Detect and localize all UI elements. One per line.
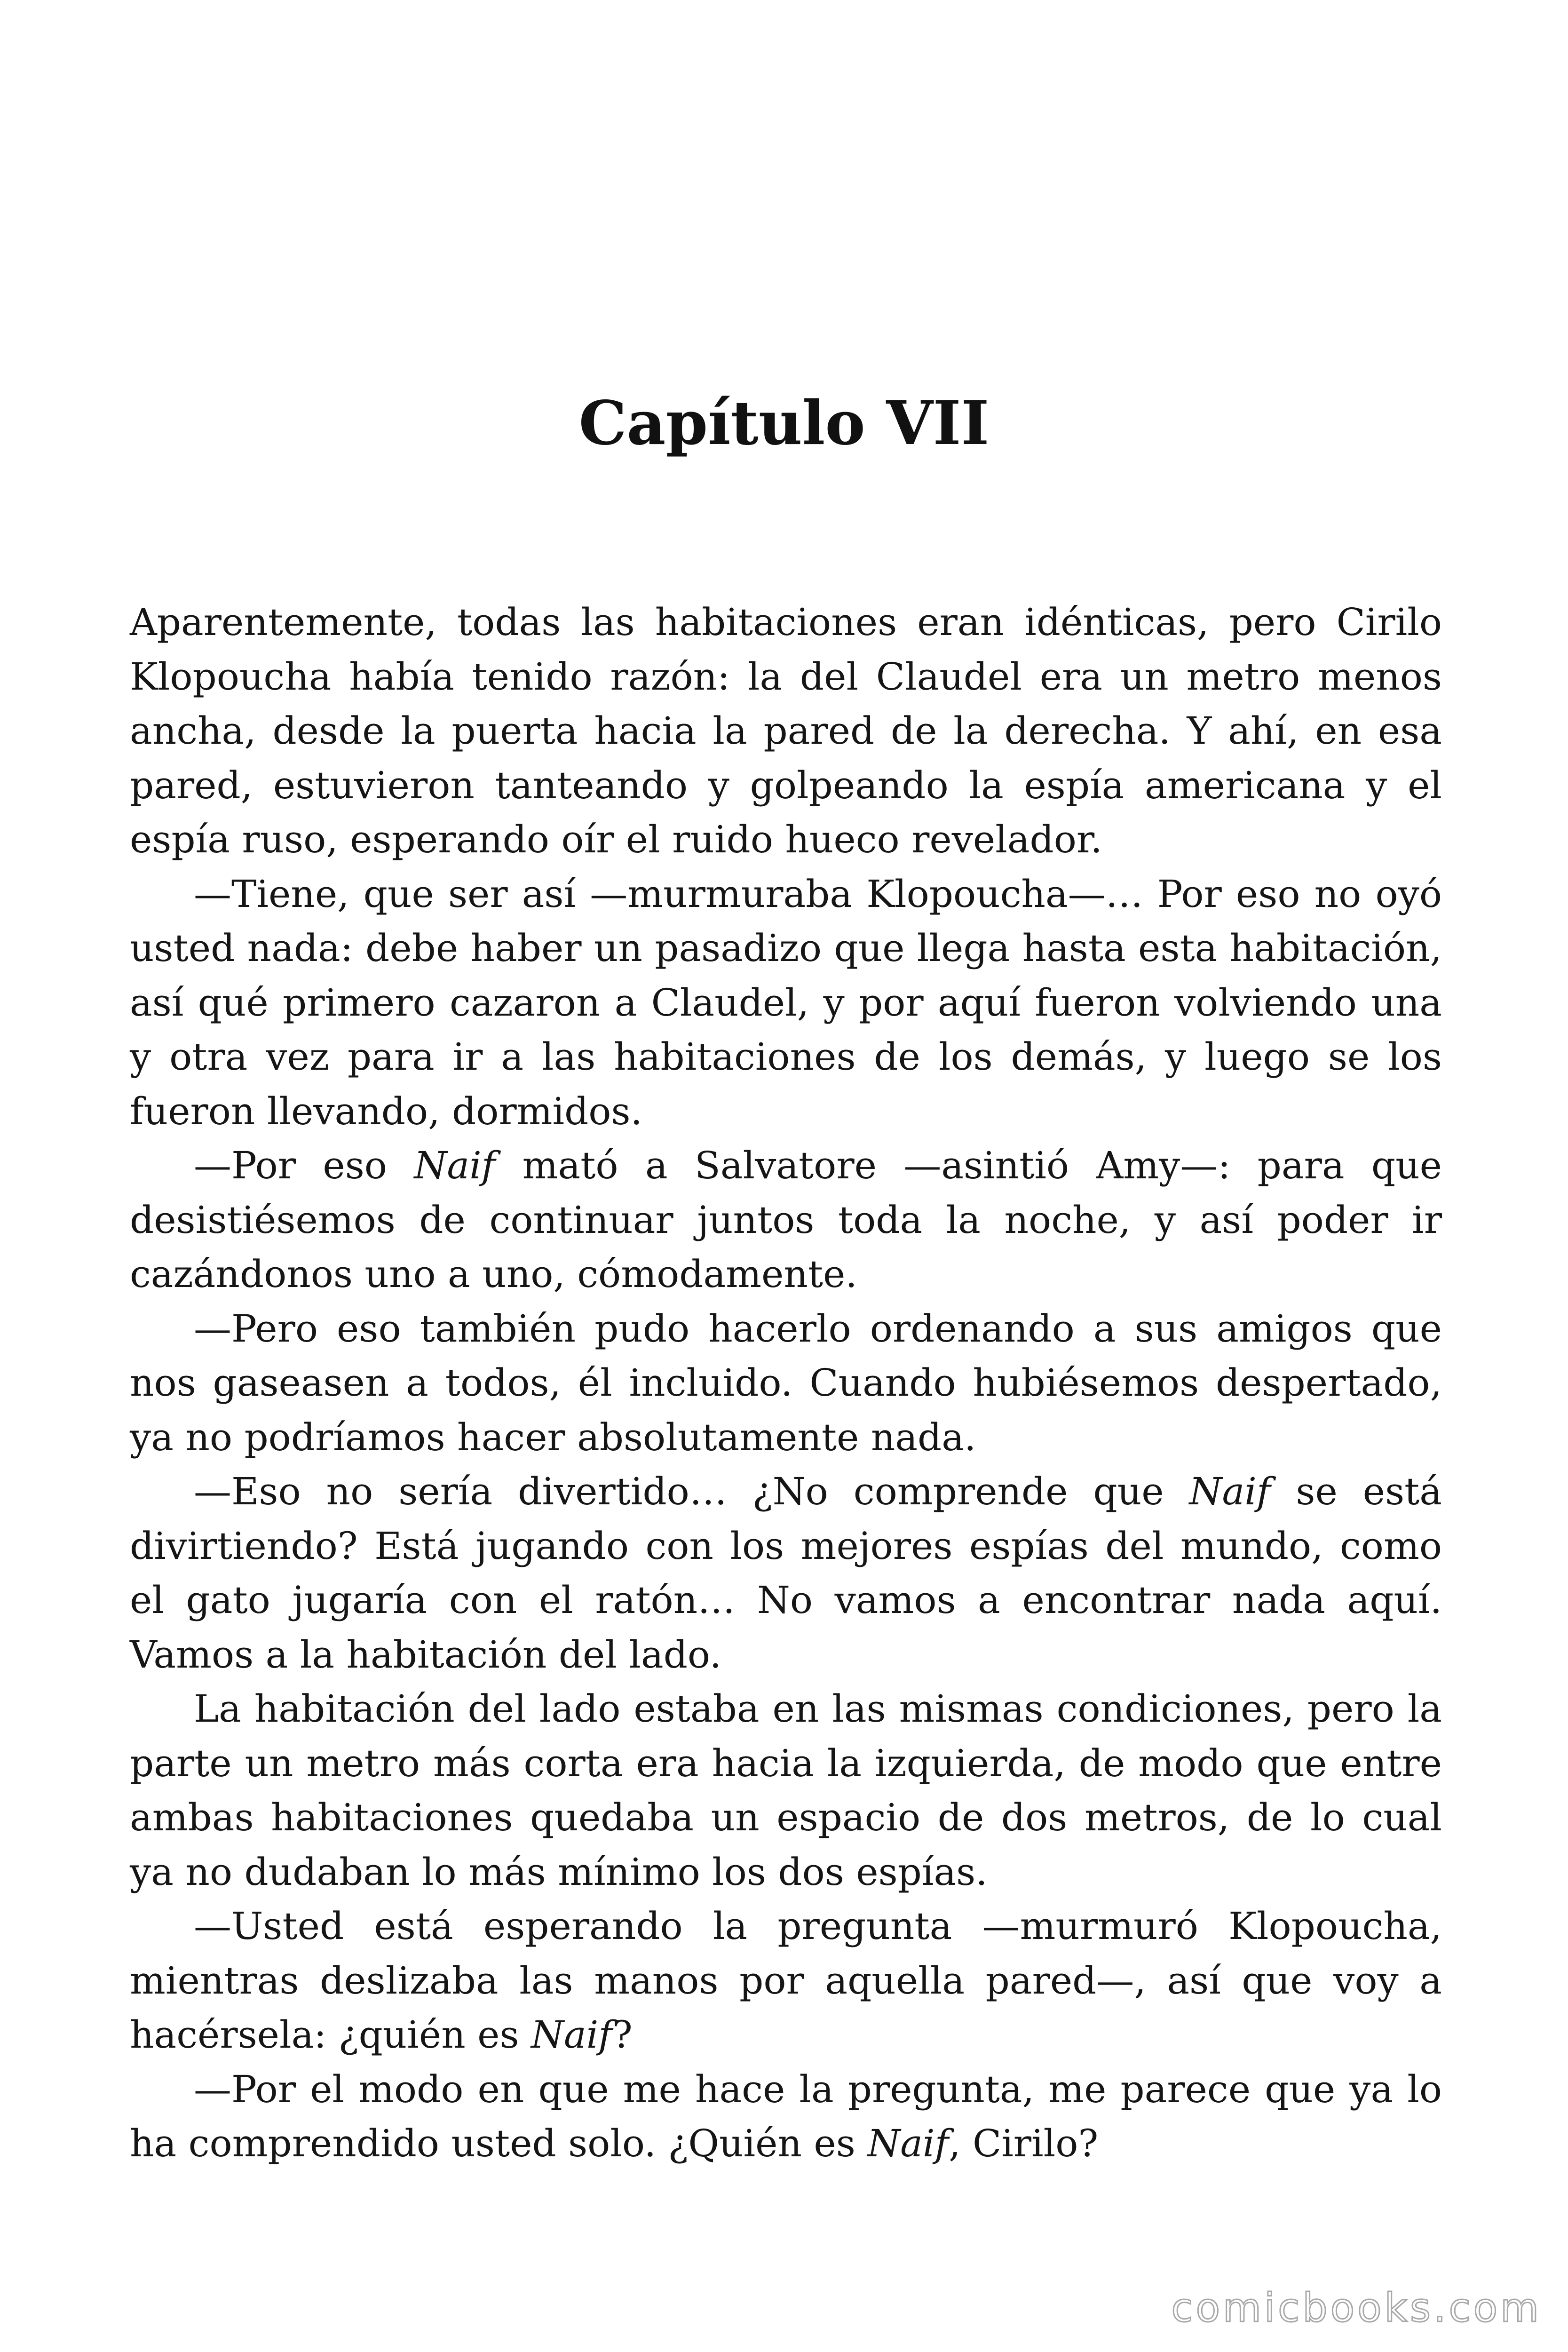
paragraph [130, 1899, 1442, 2062]
chapter-title: Capítulo VII [578, 388, 990, 459]
paragraph [130, 1138, 1442, 1302]
paragraph-text: —Usted está esperando la pregunta —murmuró Klopoucha, mientras deslizaba las manos por aquella pared—, así que voy a hacérsela: ¿quién es [130, 1904, 1442, 2057]
paragraph [130, 2062, 1442, 2171]
paragraph [130, 867, 1442, 1139]
paragraph-text: —Por el modo en que me hace la pregunta, me parece que ya lo ha comprendido usted solo. ¿Quién es [130, 2067, 1442, 2165]
italic-text: Naif [414, 1144, 496, 1187]
paragraph [130, 1302, 1442, 1465]
chapter-body [130, 595, 1442, 2171]
paragraph-text: se está divirtiendo? Está jugando con los mejores espías del mundo, como el gato jugaría con el ratón… No vamos a encontrar nada aquí. Vamos a la habitación del lado. [130, 1470, 1442, 1677]
paragraph-text: —Por eso [194, 1144, 414, 1187]
paragraph [130, 1464, 1442, 1682]
italic-text: Naif [1189, 1470, 1271, 1513]
paragraph-text: —Eso no sería divertido… ¿No comprende que [194, 1470, 1189, 1513]
italic-text: Naif [531, 2013, 612, 2057]
paragraph-text: Aparentemente, todas las habitaciones eran idénticas, pero Cirilo Klopoucha había tenido razón: la del Claudel era un metro menos ancha, desde la puerta hacia la pared de la derecha. Y ahí, en esa pared, estuvieron tanteando y golpeando la espía americana y el espía ruso, esperando oír el ruido hueco revelador. [130, 600, 1442, 861]
paragraph [130, 595, 1442, 867]
paragraph-text: , Cirilo? [949, 2122, 1099, 2165]
italic-text: Naif [867, 2122, 949, 2165]
paragraph-text: La habitación del lado estaba en las mismas condiciones, pero la parte un metro más corta era hacia la izquierda, de modo que entre ambas habitaciones quedaba un espacio de dos metros, de lo cual ya no dudaban lo más mínimo los dos espías. [130, 1687, 1442, 1894]
paragraph-text: —Tiene, que ser así —murmuraba Klopoucha—… Por eso no oyó usted nada: debe haber un pasadizo que llega hasta esta habitación, así qué primero cazaron a Claudel, y por aquí fueron volviendo una y otra vez para ir a las habitaciones de los demás, y luego se los fueron llevando, dormidos. [130, 872, 1442, 1133]
watermark: comicbooks.com [1171, 2285, 1542, 2331]
paragraph [130, 1682, 1442, 1899]
paragraph-text: ? [612, 2013, 633, 2057]
paragraph-text: —Pero eso también pudo hacerlo ordenando a sus amigos que nos gaseasen a todos, él incluido. Cuando hubiésemos despertado, ya no podríamos hacer absolutamente nada. [130, 1306, 1442, 1459]
paragraph-text: mató a Salvatore —asintió Amy—: para que desistiésemos de continuar juntos toda la noche, y así poder ir cazándonos uno a uno, cómodamente. [130, 1144, 1442, 1296]
